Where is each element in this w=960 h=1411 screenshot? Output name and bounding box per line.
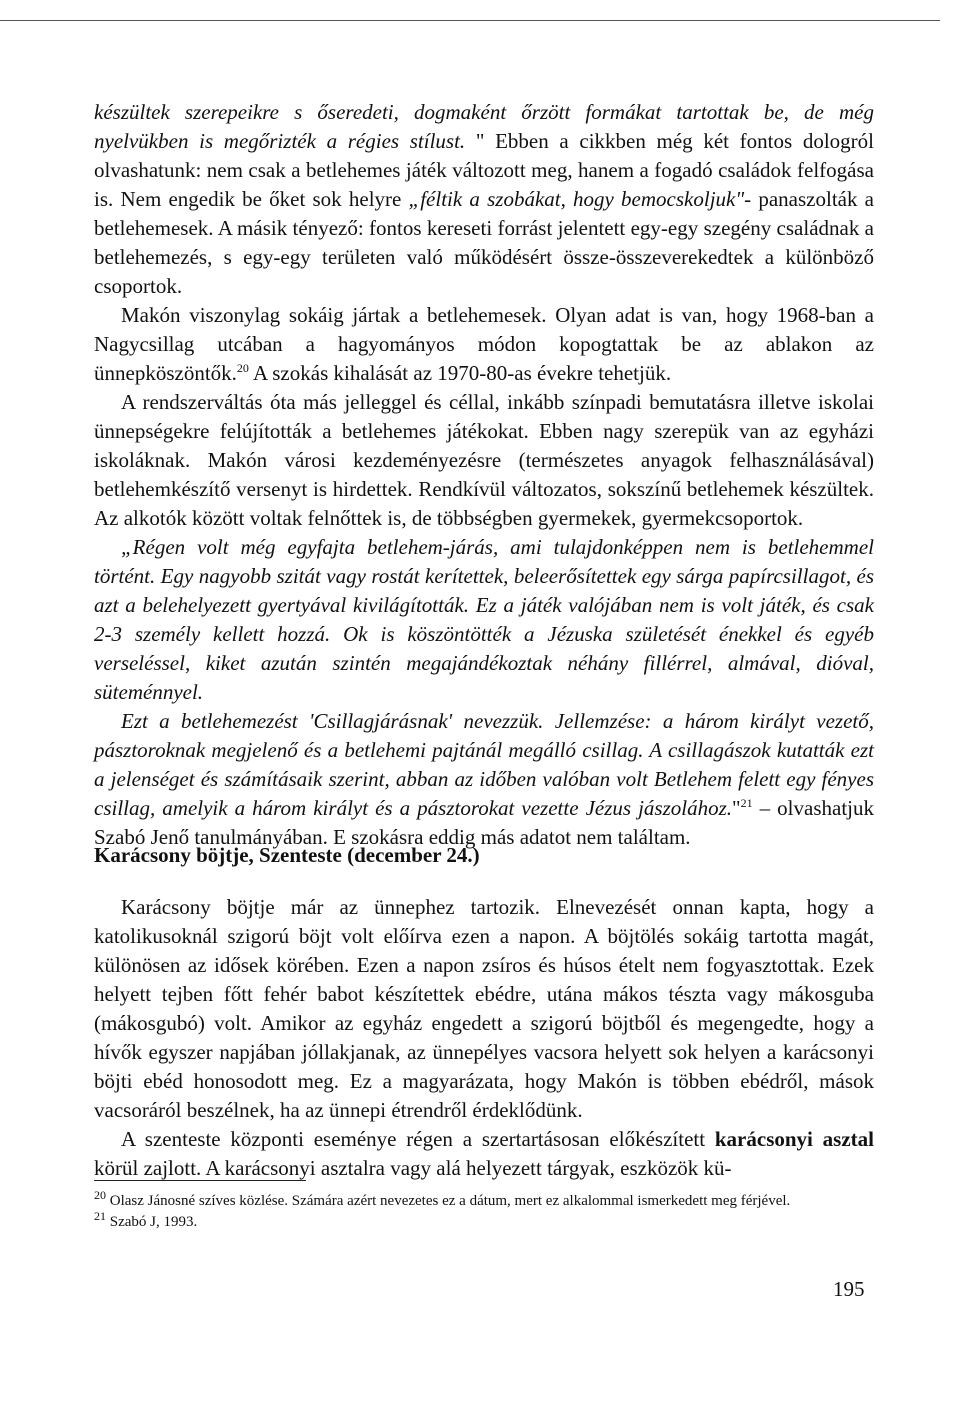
section-heading: Karácsony böjtje, Szenteste (december 24.) [94,843,480,867]
paragraph-1: készültek szerepeikre s őseredeti, dogmaként őrzött formákat tartottak be, de még nyelvükben is megőrizték a régies stílust. " Ebben a cikkben még két fontos dologról olvashatunk: nem csak a betlehemes játék változott meg, hanem a fogadó családok felfogása is. Nem engedik be őket sok helyre „féltik a szobákat, hogy bemocskoljuk"- panaszolták a betlehemesek. A másik tényező: fontos kereseti forrást jelentett egy-egy szegény családnak a betlehemezés, s egy-egy területen való működésért össze-összeverekedtek a különböző csoportok. [94,100,874,298]
main-text [94,98,874,852]
section-paragraph-1: Karácsony böjtje már az ünnephez tartozik. Elnevezését onnan kapta, hogy a katolikusoknál szigorú böjt volt előírva ezen a napon. A böjtölés sokáig tartotta magát, különösen az idősek körében. Ezen a napon zsíros és húsos ételt nem fogyasztottak. Ezek helyett tejben főtt fehér babot készítettek ebédre, utána mákos tészta vagy mákosguba (mákosgubó) volt. Amikor az egyház engedett a szigorú böjtből és megengedte, hogy a hívők egyszer napjában jóllakjanak, az ünnepélyes vacsora helyett sok helyen a karácsonyi böjti ebéd honosodott meg. Ez a magyarázata, hogy Makón is többen ebédről, mások vacsoráról beszélnek, ha az ünnepi étrendről érdeklődünk. [94,895,874,1122]
footnote-ref-21[interactable]: 21 [740,796,753,810]
paragraph-3: A rendszerváltás óta más jelleggel és céllal, inkább színpadi bemutatásra illetve iskolai ünnepségekre felújították a betlehemes játékokat. Ebben nagy szerepük van az egyházi iskoláknak. Makón városi kezdeményezésre (természetes anyagok felhasználásával) betlehemkészítő versenyt is hirdettek. Rendkívül változatos, sokszínű betlehemek készültek. Az alkotók között voltak felnőttek is, de többségben gyermekek, gyermekcsoportok. [94,390,874,530]
section-text [94,893,874,1183]
top-rule [0,20,940,21]
footnote-20: $^{20}$ Olasz Jánosné szíves közlése. Számára azért nevezetes ez a dátum, mert ez alkalommal ismerkedett meg férjével. [94,1188,791,1209]
quote-paragraph-1: „Régen volt még egyfajta betlehem-járás, ami tulajdonképpen nem is betlehemmel történt. Egy nagyobb szitát vagy rostát kerítettek, beleerősítettek egy sárga papírcsillagot, és azt a belehelyezett gyertyával kivilágították. Ez a játék valójában nem is volt játék, és csak 2-3 személy kellett hozzá. Ok is köszöntötték a Jézuska születését énekkel és egyéb verseléssel, kiket azután szintén megajándékoztak néhány fillérrel, almával, dióval, süteménnyel. [94,535,874,704]
footnote-ref-20[interactable]: 20 [236,361,249,375]
footnote-rule [94,1180,306,1181]
page-number: 195 [833,1277,865,1301]
footnote-21: $^{21}$ Szabó J, 1993. [94,1209,198,1230]
paragraph-2: Makón viszonylag sokáig jártak a betlehemesek. Olyan adat is van, hogy 1968-ban a Nagycsillag utcában a hagyományos módon kopogtattak be az ablakon az ünnepköszöntők.$^{20}$ A szokás kihalását az 1970-80-as évekre tehetjük. [94,303,874,385]
section-paragraph-2: A szenteste központi eseménye régen a szertartásosan előkészített karácsonyi asztal körül zajlott. A karácsonyi asztalra vagy alá helyezett tárgyak, eszközök kü- [94,1127,875,1180]
footnotes [94,1188,874,1233]
quote-paragraph-2: Ezt a betlehemezést 'Csillagjárásnak' nevezzük. Jellemzése: a három királyt vezető, pásztoroknak megjelenő és a betlehemi pajtánál megálló csillag. A csillagászok kutatták ezt a jelenséget és számításaik szerint, abban az időben valóban volt Betlehem felett egy fényes csillag, amelyik a három királyt és a pásztorokat vezette Jézus jászolához."$^{21}$ – olvashatjuk Szabó Jenő tanulmányában. E szokásra eddig más adatot nem találtam. [94,709,874,849]
